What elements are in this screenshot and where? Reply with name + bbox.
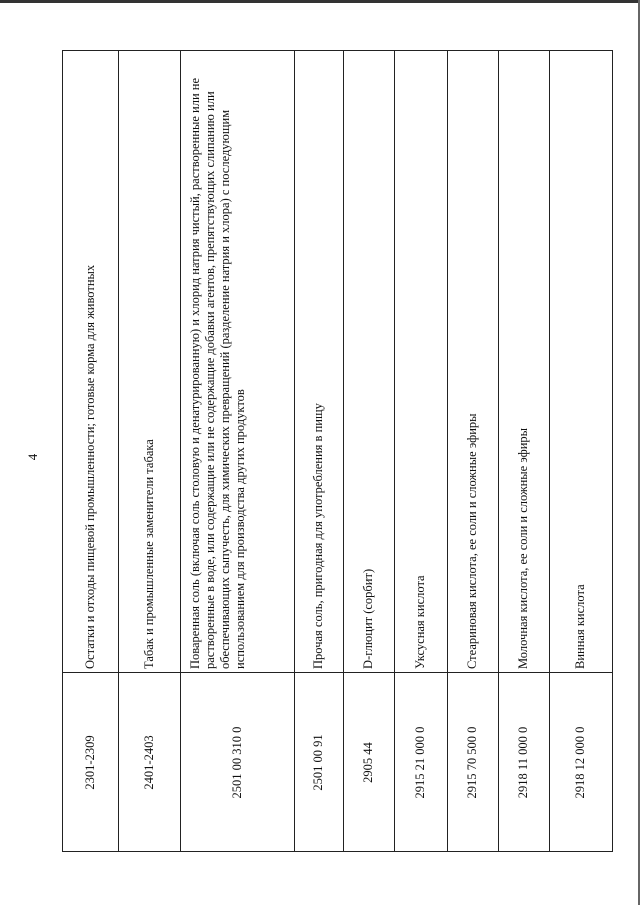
table-row-description: Поваренная соль (включая соль столовую и денатурированную) и хлорид натрия чистый, растворенные или не растворенные в воде, или содержащие или не содержащие добавки агентов, препятствующих слипанию или обеспечивающих сыпучесть, для химических превращений (разделение натрия и хлора) с последующим использованием для производства других продуктов: [188, 77, 247, 669]
table-row-description: D-глюцит (сорбит): [361, 568, 375, 669]
row-divider: [612, 50, 613, 852]
table-row-code: 2918 12 000 0: [573, 726, 587, 799]
scan-edge-top: [0, 0, 640, 3]
table-row-description: Молочная кислота, ее соли и сложные эфиры: [516, 427, 530, 669]
table-row-code: 2915 70 500 0: [465, 726, 479, 799]
table-row-code: 2401-2403: [141, 735, 156, 790]
table-row-code: 2918 11 000 0: [516, 726, 530, 799]
table-row-code: 2501 00 310 0: [229, 726, 244, 799]
table-row-description: Табак и промышленные заменители табака: [141, 439, 156, 669]
goods-table: [62, 50, 613, 852]
table-row-description: Уксусная кислота: [413, 575, 427, 669]
table-row-code: 2915 21 000 0: [413, 726, 427, 799]
table-row-description: Винная кислота: [573, 584, 587, 669]
table-row-description: Прочая соль, пригодная для употребления в пищу: [311, 403, 325, 669]
table-row-description: Стеариновая кислота, ее соли и сложные эфиры: [465, 413, 479, 669]
table-row-code: 2501 00 91: [311, 734, 325, 791]
table-row-code: 2905 44: [361, 742, 375, 783]
table-row-code: 2301-2309: [82, 735, 97, 790]
table-row-description: Остатки и отходы пищевой промышленности; готовые корма для животных: [82, 264, 97, 669]
page-number: 4: [25, 453, 40, 461]
